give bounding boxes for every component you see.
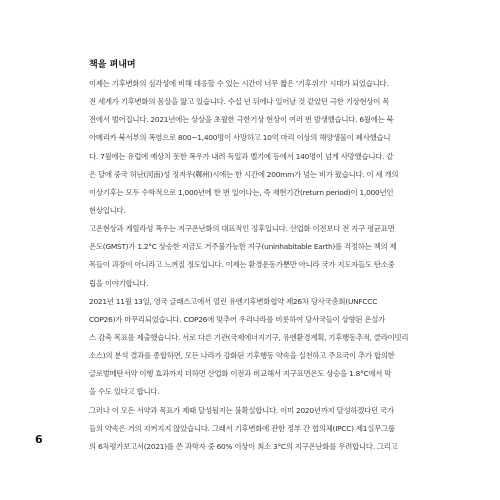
text-line: 전에서 벌어집니다. 2021년에는 상상을 초월한 극한기상 현상이 여러 번 발생했습니다. 6월에는 북 xyxy=(89,115,394,125)
text-line: 다. 7월에는 유럽에 예상치 못한 폭우가 내려 독일과 벨기에 등에서 140명이 넘게 사망했습니다. 같 xyxy=(89,151,394,161)
text-line: 전 세계가 기후변화의 몸살을 앓고 있습니다. 수십 년 뒤에나 일어날 것 같았던 극한 기상현상이 목 xyxy=(89,97,390,107)
text-line: 이상기후는 모두 수학적으로 1,000년에 한 번 일어나는, 즉 재현기간(return period)이 1,000년인 xyxy=(89,187,394,197)
text-line: 아메리카 북서부의 폭염으로 800~1,400명이 사망하고 10억 마리 이상의 해양생물이 폐사했습니 xyxy=(89,133,391,143)
text-line: 목들이 과장이 아니라고 느껴질 정도입니다. 이제는 환경운동가뿐만 아니라 국가 지도자들도 탄소중 xyxy=(89,260,395,270)
text-line: 이제는 기후변화의 심각성에 비해 대응할 수 있는 시간이 너무 짧은 '기후위기' 시대가 되었습니다. xyxy=(89,79,389,88)
body-text xyxy=(89,75,419,456)
text-line: 2021년 11월 13일, 영국 글래스고에서 열린 유엔기후변화협약 제26차 당사국총회(UNFCCC xyxy=(89,296,378,306)
text-line: 글로벌메탄서약 이행 효과까지 더하면 산업화 이전과 비교해서 지구표면온도 상승을 1.8°C에서 막 xyxy=(89,369,392,379)
text-line: 현상입니다. xyxy=(89,205,126,215)
section-title: 책을 펴내며 xyxy=(89,60,136,70)
text-line: 스 감축 목표를 제출했습니다. 서로 다른 기관(국제에너지기구, 유엔환경계획, 기후행동추적, 클라이밋리 xyxy=(89,332,409,342)
text-line: 소스)의 분석 결과를 종합하면, 모든 나라가 강화된 기후행동 약속을 실천하고 주요국이 추가 합의한 xyxy=(89,351,395,361)
text-line: 고온현상과 게릴라성 폭우는 지구온난화의 대표적인 징후입니다. 산업화 이전보다 전 지구 평균표면 xyxy=(89,224,395,234)
text-line: 그러나 이 모든 서약과 목표가 제때 달성될지는 불확실합니다. 이미 2020년까지 달성하겠다던 국가 xyxy=(89,405,394,415)
text-line: 온도(GMST)가 1.2°C 상승한 지금도 거주불가능한 지구(uninhabitable Earth)를 걱정하는 책의 제 xyxy=(89,242,397,252)
text-line: 립을 이야기합니다. xyxy=(89,278,149,288)
text-line: 은 달에 중국 허난(河南)성 정저우(鄭州)시에는 한 시간에 200mm가 넘는 비가 왔습니다. 이 세 개의 xyxy=(89,169,399,179)
text-line: 들의 약속은 거의 지켜지지 않았습니다. 그래서 기후변화에 관한 정부 간 협의체(IPCC) 제1실무그룹 xyxy=(89,423,395,433)
text-line: COP26)가 마무리되었습니다. COP26에 맞추어 우리나라를 비롯하여 당사국들이 상향된 온실가 xyxy=(89,314,386,324)
page-number: 6 xyxy=(35,433,43,446)
text-line: 의 6차평가보고서(2021)를 쓴 과학자 중 60% 이상이 최소 3°C의 지구온난화를 우려합니다. 그리고 xyxy=(89,441,398,451)
text-line: 을 수도 있다고 합니다. xyxy=(89,387,160,397)
